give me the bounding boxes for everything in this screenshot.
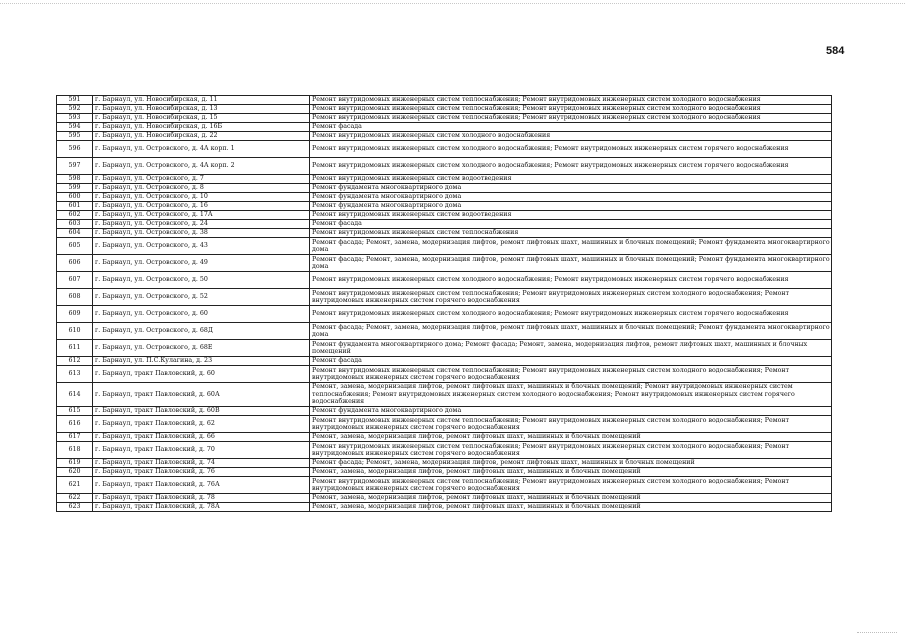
address-cell: г. Барнаул, тракт Павловский, д. 60В [93, 407, 310, 416]
address-cell: г. Барнаул, ул. Новосибирская, д. 16Б [93, 123, 310, 132]
repair-works-table [56, 95, 832, 512]
works-cell: Ремонт внутридомовых инженерных систем холодного водоснабжения; Ремонт внутридомовых инженерных систем горячего водоснабжения [310, 158, 832, 175]
table-row [57, 323, 832, 340]
works-cell: Ремонт внутридомовых инженерных систем холодного водоснабжения [310, 132, 832, 141]
address-cell: г. Барнаул, тракт Павловский, д. 76А [93, 477, 310, 494]
row-number-cell: 614 [57, 383, 93, 407]
row-number-cell: 605 [57, 238, 93, 255]
works-cell: Ремонт внутридомовых инженерных систем теплоснабжения; Ремонт внутридомовых инженерных систем холодного водоснабжения [310, 96, 832, 105]
table-row [57, 114, 832, 123]
works-cell: Ремонт внутридомовых инженерных систем водоотведения [310, 211, 832, 220]
table-row [57, 141, 832, 158]
works-cell: Ремонт фундамента многоквартирного дома [310, 407, 832, 416]
table-row [57, 477, 832, 494]
row-number-cell: 593 [57, 114, 93, 123]
table-row [57, 383, 832, 407]
address-cell: г. Барнаул, ул. Островского, д. 68Д [93, 323, 310, 340]
works-cell: Ремонт фасада [310, 123, 832, 132]
address-cell: г. Барнаул, ул. Островского, д. 10 [93, 193, 310, 202]
row-number-cell: 623 [57, 503, 93, 512]
address-cell: г. Барнаул, ул. Островского, д. 68Е [93, 340, 310, 357]
row-number-cell: 621 [57, 477, 93, 494]
address-cell: г. Барнаул, ул. Новосибирская, д. 15 [93, 114, 310, 123]
works-cell: Ремонт фундамента многоквартирного дома [310, 193, 832, 202]
address-cell: г. Барнаул, ул. Островского, д. 50 [93, 272, 310, 289]
table-row [57, 211, 832, 220]
table-row [57, 503, 832, 512]
row-number-cell: 598 [57, 175, 93, 184]
table-row [57, 494, 832, 503]
works-cell: Ремонт фундамента многоквартирного дома [310, 202, 832, 211]
row-number-cell: 616 [57, 416, 93, 433]
table-row [57, 238, 832, 255]
address-cell: г. Барнаул, ул. Островского, д. 4А корп. 2 [93, 158, 310, 175]
table-row [57, 272, 832, 289]
works-cell: Ремонт, замена, модернизация лифтов, ремонт лифтовых шахт, машинных и блочных помещений [310, 494, 832, 503]
works-cell: Ремонт фасада [310, 220, 832, 229]
works-cell: Ремонт фасада; Ремонт, замена, модернизация лифтов, ремонт лифтовых шахт, машинных и блочных помещений; Ремонт фундамента многоквартирного дома [310, 323, 832, 340]
works-cell: Ремонт фасада [310, 357, 832, 366]
address-cell: г. Барнаул, тракт Павловский, д. 70 [93, 442, 310, 459]
address-cell: г. Барнаул, ул. Новосибирская, д. 22 [93, 132, 310, 141]
row-number-cell: 611 [57, 340, 93, 357]
address-cell: г. Барнаул, ул. П.С.Кулагина, д. 23 [93, 357, 310, 366]
address-cell: г. Барнаул, тракт Павловский, д. 74 [93, 459, 310, 468]
row-number-cell: 594 [57, 123, 93, 132]
works-cell: Ремонт внутридомовых инженерных систем теплоснабжения; Ремонт внутридомовых инженерных систем холодного водоснабжения; Ремонт внутридомовых инженерных систем горячего водоснабжения [310, 366, 832, 383]
works-cell: Ремонт внутридомовых инженерных систем теплоснабжения; Ремонт внутридомовых инженерных систем холодного водоснабжения; Ремонт внутридомовых инженерных систем горячего водоснабжения [310, 442, 832, 459]
row-number-cell: 591 [57, 96, 93, 105]
address-cell: г. Барнаул, ул. Островского, д. 52 [93, 289, 310, 306]
works-cell: Ремонт фасада; Ремонт, замена, модернизация лифтов, ремонт лифтовых шахт, машинных и блочных помещений [310, 459, 832, 468]
address-cell: г. Барнаул, ул. Островского, д. 16 [93, 202, 310, 211]
address-cell: г. Барнаул, ул. Островского, д. 17А [93, 211, 310, 220]
works-cell: Ремонт внутридомовых инженерных систем теплоснабжения [310, 229, 832, 238]
page-number: 584 [826, 45, 845, 57]
table-row [57, 357, 832, 366]
address-cell: г. Барнаул, тракт Павловский, д. 76 [93, 468, 310, 477]
table-row [57, 459, 832, 468]
works-cell: Ремонт фасада; Ремонт, замена, модернизация лифтов, ремонт лифтовых шахт, машинных и блочных помещений; Ремонт фундамента многоквартирного дома [310, 238, 832, 255]
table-row [57, 105, 832, 114]
address-cell: г. Барнаул, тракт Павловский, д. 60А [93, 383, 310, 407]
table-row [57, 202, 832, 211]
row-number-cell: 612 [57, 357, 93, 366]
row-number-cell: 600 [57, 193, 93, 202]
scan-artifact-bottom [857, 632, 897, 634]
row-number-cell: 609 [57, 306, 93, 323]
works-cell: Ремонт фундамента многоквартирного дома; Ремонт фасада; Ремонт, замена, модернизация лифтов, ремонт лифтовых шахт, машинных и блочных помещений [310, 340, 832, 357]
row-number-cell: 607 [57, 272, 93, 289]
address-cell: г. Барнаул, ул. Новосибирская, д. 11 [93, 96, 310, 105]
works-cell: Ремонт внутридомовых инженерных систем теплоснабжения; Ремонт внутридомовых инженерных систем холодного водоснабжения; Ремонт внутридомовых инженерных систем горячего водоснабжения [310, 289, 832, 306]
row-number-cell: 601 [57, 202, 93, 211]
works-cell: Ремонт внутридомовых инженерных систем теплоснабжения; Ремонт внутридомовых инженерных систем холодного водоснабжения; Ремонт внутридомовых инженерных систем горячего водоснабжения [310, 477, 832, 494]
row-number-cell: 615 [57, 407, 93, 416]
table-row [57, 158, 832, 175]
address-cell: г. Барнаул, ул. Островского, д. 49 [93, 255, 310, 272]
works-cell: Ремонт фасада; Ремонт, замена, модернизация лифтов, ремонт лифтовых шахт, машинных и блочных помещений; Ремонт фундамента многоквартирного дома [310, 255, 832, 272]
table-row [57, 289, 832, 306]
works-cell: Ремонт, замена, модернизация лифтов, ремонт лифтовых шахт, машинных и блочных помещений [310, 503, 832, 512]
row-number-cell: 620 [57, 468, 93, 477]
table-row [57, 193, 832, 202]
table-row [57, 306, 832, 323]
works-cell: Ремонт, замена, модернизация лифтов, ремонт лифтовых шахт, машинных и блочных помещений [310, 433, 832, 442]
address-cell: г. Барнаул, ул. Островского, д. 43 [93, 238, 310, 255]
works-cell: Ремонт внутридомовых инженерных систем теплоснабжения; Ремонт внутридомовых инженерных систем холодного водоснабжения [310, 105, 832, 114]
address-cell: г. Барнаул, ул. Островского, д. 7 [93, 175, 310, 184]
table-row [57, 132, 832, 141]
table-row [57, 340, 832, 357]
row-number-cell: 599 [57, 184, 93, 193]
table-row [57, 416, 832, 433]
table-row [57, 229, 832, 238]
address-cell: г. Барнаул, тракт Павловский, д. 60 [93, 366, 310, 383]
row-number-cell: 613 [57, 366, 93, 383]
works-cell: Ремонт внутридомовых инженерных систем теплоснабжения; Ремонт внутридомовых инженерных систем холодного водоснабжения [310, 114, 832, 123]
scan-artifact-top [0, 3, 905, 5]
row-number-cell: 595 [57, 132, 93, 141]
address-cell: г. Барнаул, ул. Островского, д. 38 [93, 229, 310, 238]
row-number-cell: 618 [57, 442, 93, 459]
table-row [57, 220, 832, 229]
works-cell: Ремонт внутридомовых инженерных систем холодного водоснабжения; Ремонт внутридомовых инженерных систем горячего водоснабжения [310, 141, 832, 158]
works-cell: Ремонт внутридомовых инженерных систем холодного водоснабжения; Ремонт внутридомовых инженерных систем горячего водоснабжения [310, 272, 832, 289]
address-cell: г. Барнаул, ул. Островского, д. 4А корп. 1 [93, 141, 310, 158]
address-cell: г. Барнаул, ул. Островского, д. 8 [93, 184, 310, 193]
table-row [57, 442, 832, 459]
works-cell: Ремонт фундамента многоквартирного дома [310, 184, 832, 193]
row-number-cell: 596 [57, 141, 93, 158]
table-row [57, 255, 832, 272]
address-cell: г. Барнаул, ул. Новосибирская, д. 13 [93, 105, 310, 114]
row-number-cell: 592 [57, 105, 93, 114]
address-cell: г. Барнаул, тракт Павловский, д. 66 [93, 433, 310, 442]
address-cell: г. Барнаул, тракт Павловский, д. 78А [93, 503, 310, 512]
table-row [57, 407, 832, 416]
address-cell: г. Барнаул, тракт Павловский, д. 62 [93, 416, 310, 433]
table-row [57, 123, 832, 132]
table-row [57, 184, 832, 193]
row-number-cell: 597 [57, 158, 93, 175]
works-cell: Ремонт, замена, модернизация лифтов, ремонт лифтовых шахт, машинных и блочных помещений; Ремонт внутридомовых инженерных систем теплоснабжения; Ремонт внутридомовых инженерных систем холодного водоснабжения; Ремонт внутридомовых инженерных систем горячего водоснабжения [310, 383, 832, 407]
row-number-cell: 617 [57, 433, 93, 442]
works-cell: Ремонт внутридомовых инженерных систем холодного водоснабжения; Ремонт внутридомовых инженерных систем горячего водоснабжения [310, 306, 832, 323]
row-number-cell: 608 [57, 289, 93, 306]
table-row [57, 433, 832, 442]
row-number-cell: 603 [57, 220, 93, 229]
address-cell: г. Барнаул, ул. Островского, д. 60 [93, 306, 310, 323]
works-cell: Ремонт внутридомовых инженерных систем водоотведения [310, 175, 832, 184]
table-row [57, 366, 832, 383]
row-number-cell: 619 [57, 459, 93, 468]
row-number-cell: 604 [57, 229, 93, 238]
address-cell: г. Барнаул, тракт Павловский, д. 78 [93, 494, 310, 503]
row-number-cell: 606 [57, 255, 93, 272]
table-row [57, 96, 832, 105]
table-row [57, 175, 832, 184]
works-cell: Ремонт, замена, модернизация лифтов, ремонт лифтовых шахт, машинных и блочных помещений [310, 468, 832, 477]
works-cell: Ремонт внутридомовых инженерных систем теплоснабжения; Ремонт внутридомовых инженерных систем холодного водоснабжения; Ремонт внутридомовых инженерных систем горячего водоснабжения [310, 416, 832, 433]
address-cell: г. Барнаул, ул. Островского, д. 24 [93, 220, 310, 229]
row-number-cell: 622 [57, 494, 93, 503]
table-row [57, 468, 832, 477]
row-number-cell: 610 [57, 323, 93, 340]
table-body [57, 96, 832, 512]
row-number-cell: 602 [57, 211, 93, 220]
